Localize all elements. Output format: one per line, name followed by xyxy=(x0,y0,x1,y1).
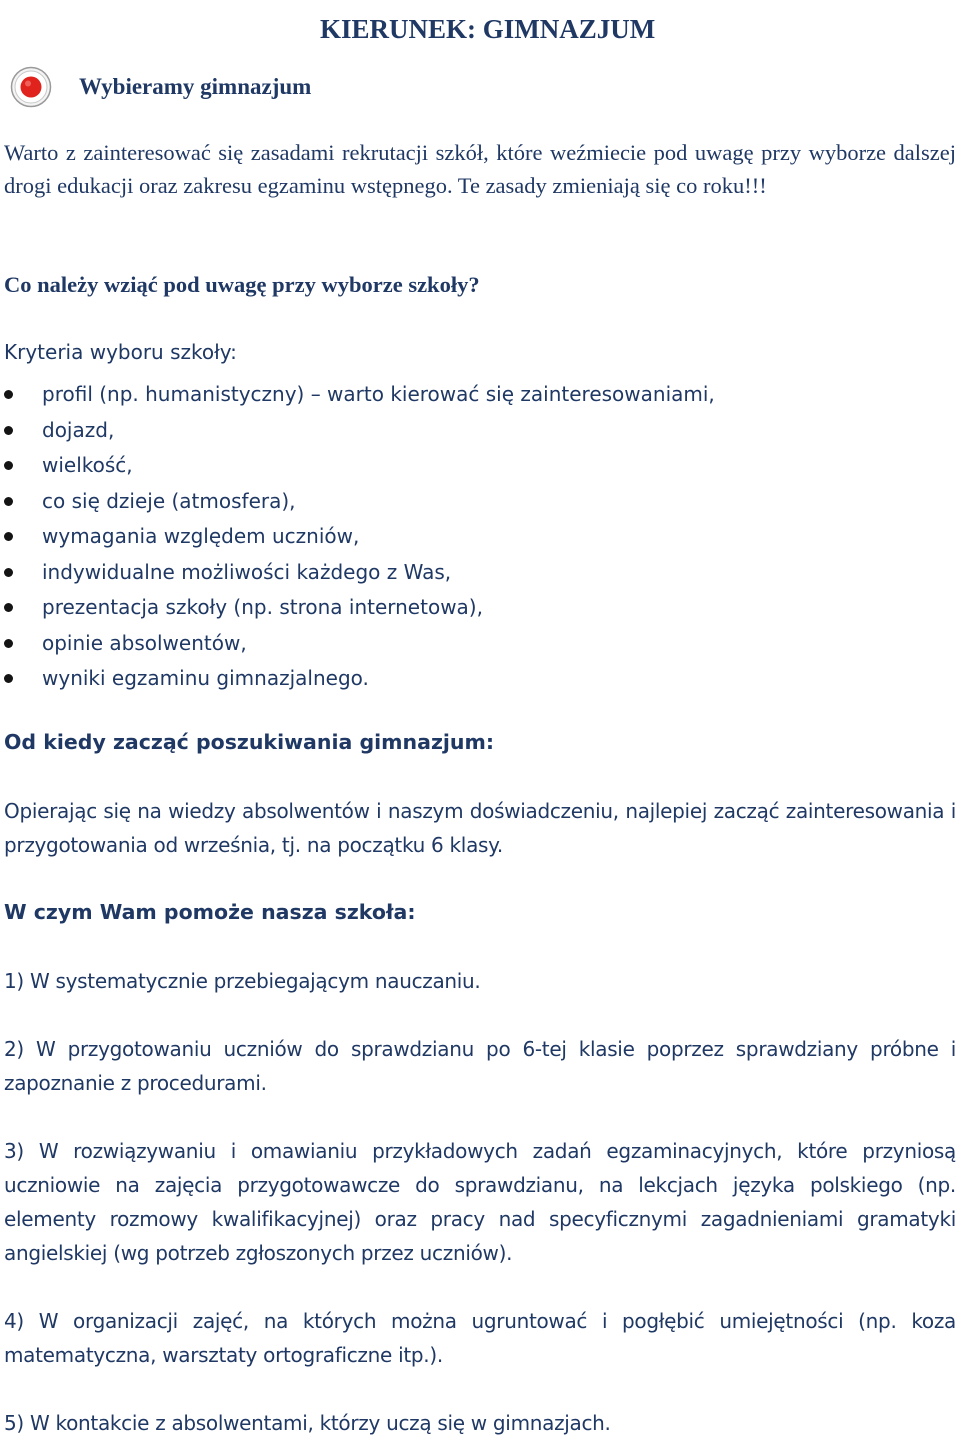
list-item: indywidualne możliwości każdego z Was, xyxy=(0,555,715,591)
when-paragraph: Opierając się na wiedzy absolwentów i naszym doświadczeniu, najlepiej zacząć zainteresowania i przygotowania od września, tj. na początku 6 klasy. xyxy=(4,799,956,857)
help-point-2: 2) W przygotowaniu uczniów do sprawdzianu po 6-tej klasie poprzez sprawdziany próbne i zapoznanie z procedurami. xyxy=(4,1037,956,1095)
bullet-icon xyxy=(4,568,13,577)
page-title: KIERUNEK: GIMNAZJUM xyxy=(320,14,656,45)
list-item: opinie absolwentów, xyxy=(0,626,715,662)
section-subtitle: Wybieramy gimnazjum xyxy=(79,74,312,99)
help-point-1: 1) W systematycznie przebiegającym nauczaniu. xyxy=(4,969,481,993)
bullet-icon xyxy=(4,532,13,541)
intro-paragraph: Warto z zainteresować się zasadami rekrutacji szkół, które weźmiecie pod uwagę przy wyborze dalszej drogi edukacji oraz zakresu egzaminu wstępnego. Te zasady zmieniają się co roku!!! xyxy=(4,140,956,198)
question-heading: Co należy wziąć pod uwagę przy wyborze szkoły? xyxy=(4,272,480,297)
red-dot-badge-icon xyxy=(10,66,52,108)
bullet-icon xyxy=(4,639,13,648)
list-item: dojazd, xyxy=(0,413,715,449)
bullet-icon xyxy=(4,674,13,683)
criteria-label: Kryteria wyboru szkoły: xyxy=(4,340,237,364)
help-point-4: 4) W organizacji zajęć, na których można ugruntować i pogłębić umiejętności (np. koza matematyczna, warsztaty ortograficzne itp.). xyxy=(4,1309,956,1367)
list-item: prezentacja szkoły (np. strona internetowa), xyxy=(0,590,715,626)
bullet-icon xyxy=(4,426,13,435)
list-item: wielkość, xyxy=(0,448,715,484)
bullet-icon xyxy=(4,497,13,506)
subtitle-row xyxy=(10,62,311,112)
help-point-3: 3) W rozwiązywaniu i omawianiu przykładowych zadań egzaminacyjnych, które przyniosą uczniowie na zajęcia przygotowawcze do sprawdzianu, na lekcjach języka polskiego (np. elementy rozmowy kwalifikacyjnej) oraz pracy nad specyficznymi zagadnieniami gramatyki angielskiej (wg potrzeb zgłoszonych przez uczniów). xyxy=(4,1139,956,1265)
help-heading: W czym Wam pomoże nasza szkoła: xyxy=(4,900,416,924)
help-point-5: 5) W kontakcie z absolwentami, którzy uczą się w gimnazjach. xyxy=(4,1411,611,1435)
bullet-icon xyxy=(4,390,13,399)
list-item: wymagania względem uczniów, xyxy=(0,519,715,555)
bullet-icon xyxy=(4,461,13,470)
list-item: wyniki egzaminu gimnazjalnego. xyxy=(0,661,715,697)
criteria-list xyxy=(0,377,715,697)
bullet-icon xyxy=(4,603,13,612)
when-heading: Od kiedy zacząć poszukiwania gimnazjum: xyxy=(4,730,495,754)
list-item: profil (np. humanistyczny) – warto kierować się zainteresowaniami, xyxy=(0,377,715,413)
list-item: co się dzieje (atmosfera), xyxy=(0,484,715,520)
